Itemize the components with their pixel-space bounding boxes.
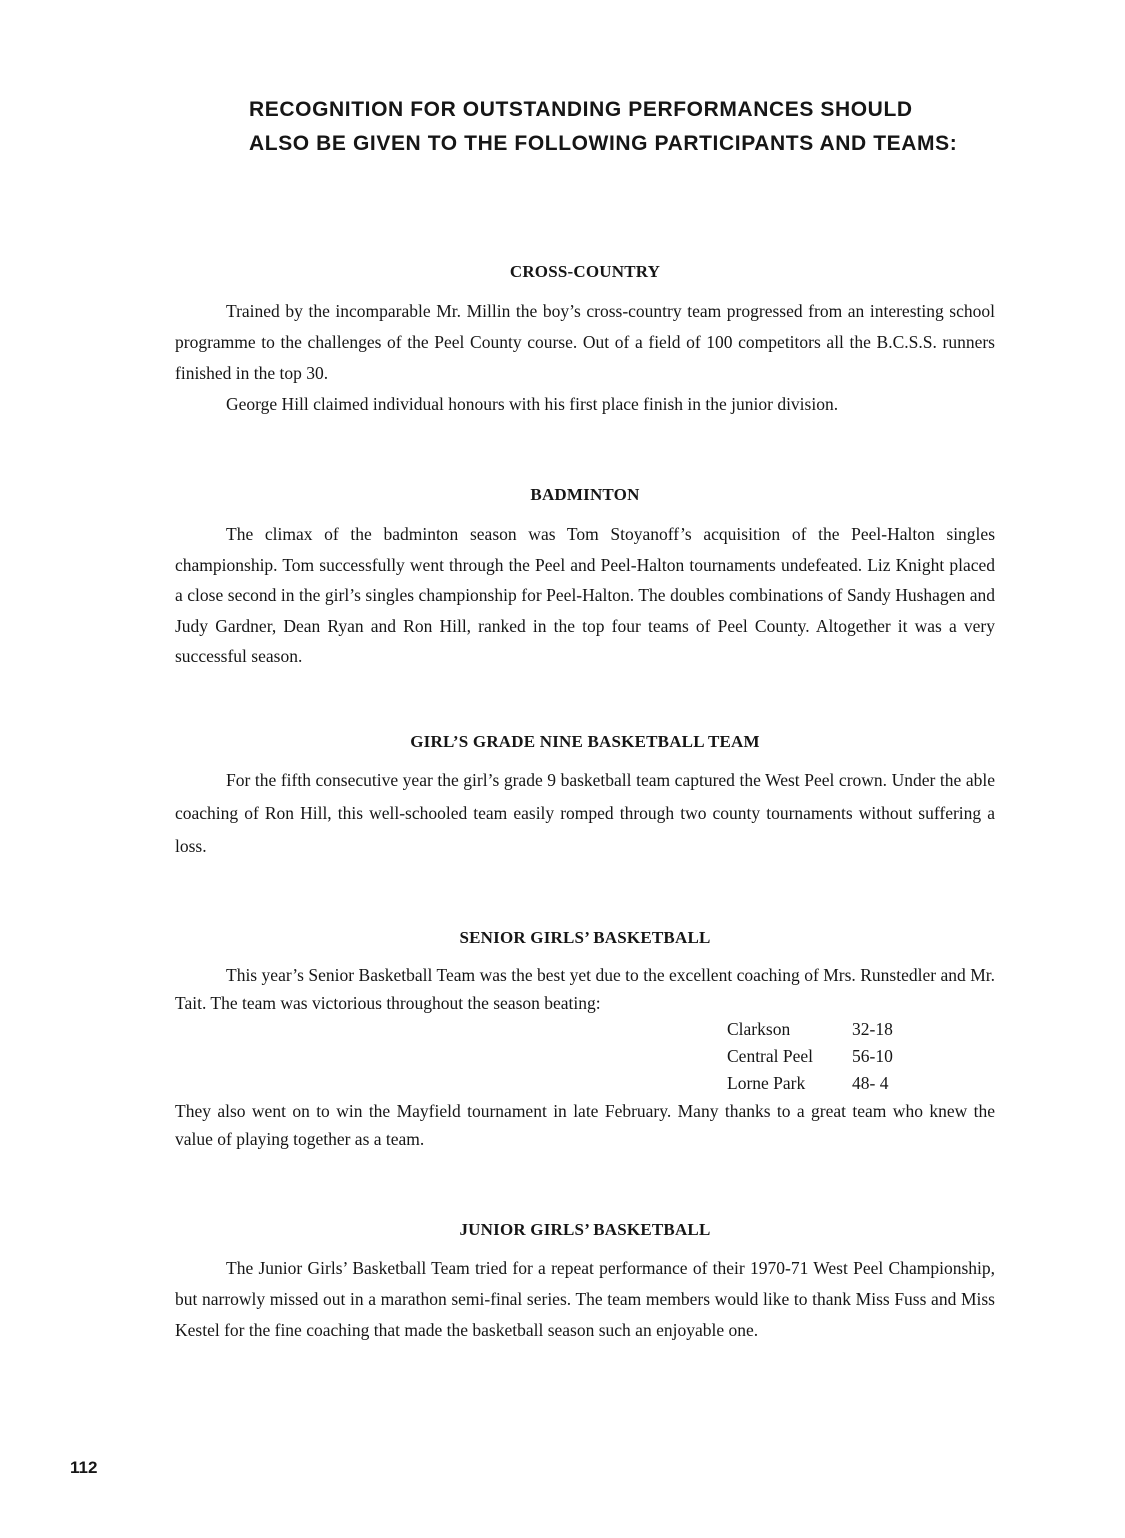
cross-country-title: CROSS-COUNTRY xyxy=(509,262,661,281)
junior-girls-title: JUNIOR GIRLS’ BASKETBALL xyxy=(459,1220,711,1239)
score-team: Clarkson xyxy=(727,1019,791,1039)
grade-nine-title: GIRL’S GRADE NINE BASKETBALL TEAM xyxy=(410,732,760,751)
badminton-body xyxy=(175,519,995,672)
score-value: 56-10 xyxy=(852,1046,893,1066)
page-heading: RECOGNITION FOR OUTSTANDING PERFORMANCES SHOULD ALSO BE GIVEN TO THE FOLLOWING PARTICIPANTS AND TEAMS: xyxy=(249,98,958,155)
cross-country-paragraph-2: George Hill claimed individual honours with his first place finish in the junior division. xyxy=(226,394,839,414)
score-row xyxy=(727,1043,893,1070)
senior-girls-paragraph-1: This year’s Senior Basketball Team was the best yet due to the excellent coaching of Mrs. Runstedler and Mr. Tait. The team was victorious throughout the season beating: xyxy=(175,965,995,1013)
junior-girls-paragraph: The Junior Girls’ Basketball Team tried for a repeat performance of their 1970-71 West Peel Championship, but narrowly missed out in a marathon semi-final series. The team members would like to thank Miss Fuss and Miss Kestel for the fine coaching that made the basketball season such an enjoyable one. xyxy=(175,1258,995,1340)
senior-girls-closing xyxy=(175,1097,995,1153)
cross-country-body xyxy=(175,296,995,420)
score-value: 48- 4 xyxy=(852,1073,889,1093)
grade-nine-body xyxy=(175,764,995,863)
senior-girls-paragraph-2: They also went on to win the Mayfield tournament in late February. Many thanks to a great team who knew the value of playing together as a team. xyxy=(175,1101,995,1149)
page-number: 112 xyxy=(70,1458,98,1477)
senior-girls-title: SENIOR GIRLS’ BASKETBALL xyxy=(459,928,711,947)
cross-country-paragraph-1: Trained by the incomparable Mr. Millin the boy’s cross-country team progressed from an interesting school programme to the challenges of the Peel County course. Out of a field of 100 competitors all the B.C.S.S. runners finished in the top 30. xyxy=(175,301,995,383)
score-row xyxy=(727,1070,893,1097)
scores-table xyxy=(727,1016,893,1097)
senior-girls-body xyxy=(175,961,995,1017)
badminton-paragraph: The climax of the badminton season was Tom Stoyanoff’s acquisition of the Peel-Halton singles championship. Tom successfully went through the Peel and Peel-Halton tournaments undefeated. Liz Knight placed a close second in the girl’s singles championship for Peel-Halton. The doubles combinations of Sandy Hushagen and Judy Gardner, Dean Ryan and Ron Hill, ranked in the top four teams of Peel County. Altogether it was a very successful season. xyxy=(175,524,995,666)
badminton-title: BADMINTON xyxy=(530,485,640,504)
score-team: Lorne Park xyxy=(727,1073,806,1093)
score-value: 32-18 xyxy=(852,1019,893,1039)
junior-girls-body xyxy=(175,1253,995,1346)
score-row xyxy=(727,1016,893,1043)
score-team: Central Peel xyxy=(727,1046,814,1066)
grade-nine-paragraph: For the fifth consecutive year the girl’s grade 9 basketball team captured the West Peel crown. Under the able coaching of Ron Hill, this well-schooled team easily romped through two county tournaments without suffering a loss. xyxy=(175,770,995,856)
